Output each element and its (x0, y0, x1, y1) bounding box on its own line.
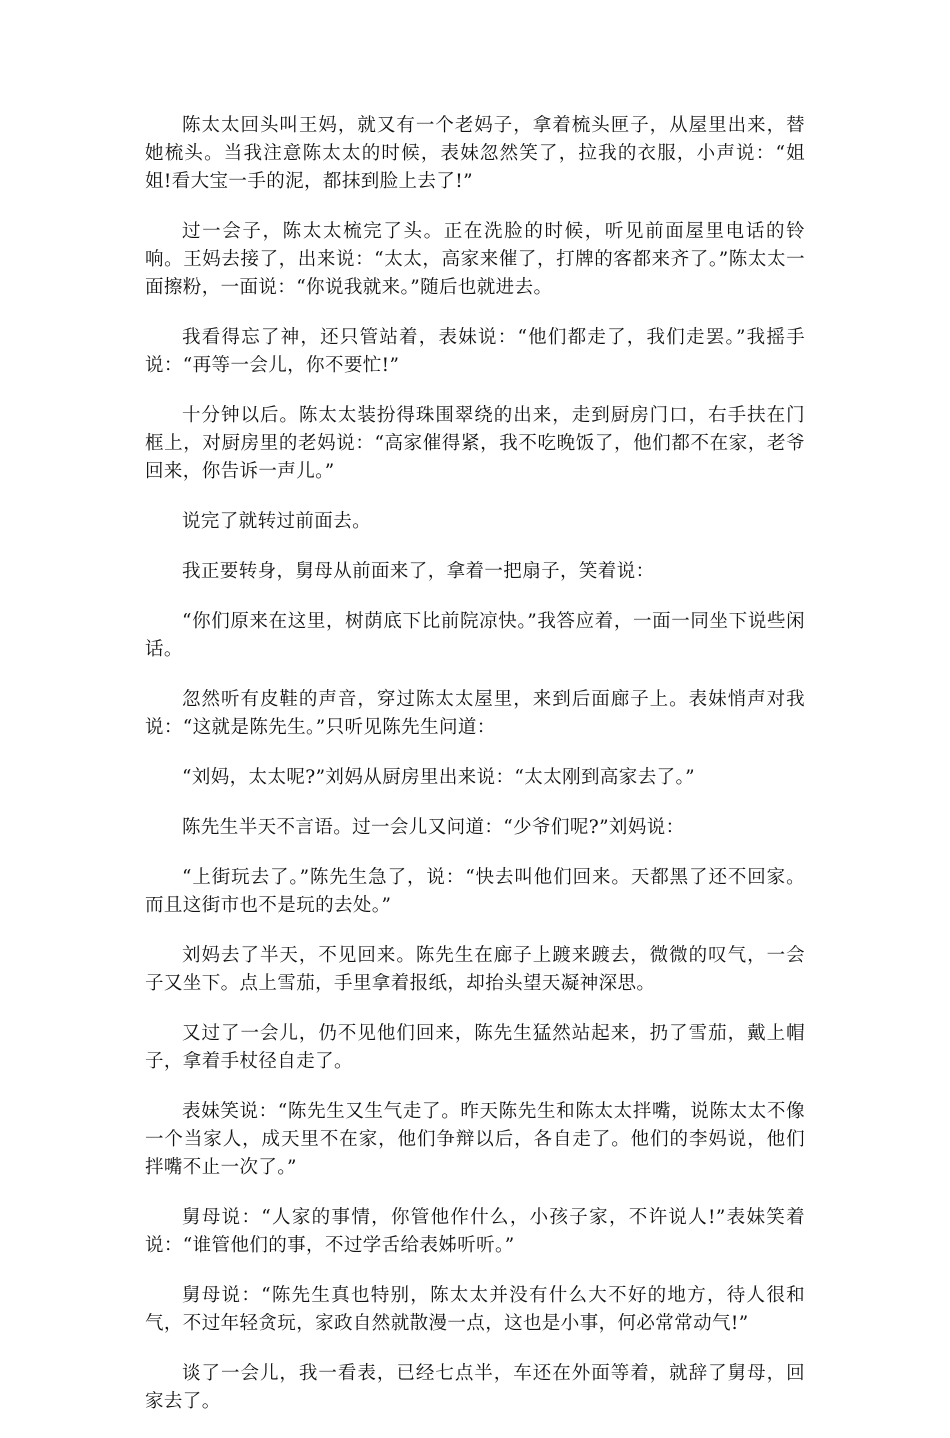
paragraph-8: 忽然听有皮鞋的声音，穿过陈太太屋里，来到后面廊子上。表妹悄声对我说：“这就是陈先生。”只听见陈先生问道： (145, 689, 805, 738)
paragraph-4: 十分钟以后。陈太太装扮得珠围翠绕的出来，走到厨房门口，右手扶在门框上，对厨房里的老妈说：“高家催得紧，我不吃晚饭了，他们都不在家，老爷回来，你告诉一声儿。” (145, 405, 805, 482)
paragraph-16: 舅母说：“陈先生真也特别，陈太太并没有什么大不好的地方，待人很和气，不过年轻贪玩，家政自然就散漫一点，这也是小事，何必常常动气!” (145, 1285, 805, 1334)
paragraph-11: “上街玩去了。”陈先生急了，说：“快去叫他们回来。天都黑了还不回家。而且这街市也不是玩的去处。” (145, 867, 805, 916)
paragraph-15: 舅母说：“人家的事情，你管他作什么，小孩子家，不许说人!”表妹笑着说：“谁管他们的事，不过学舌给表姊听听。” (145, 1207, 805, 1256)
paragraph-1: 陈太太回头叫王妈，就又有一个老妈子，拿着梳头匣子，从屋里出来，替她梳头。当我注意陈太太的时候，表妹忽然笑了，拉我的衣服，小声说：“姐姐!看大宝一手的泥，都抹到脸上去了!” (145, 115, 805, 192)
paragraph-13: 又过了一会儿，仍不见他们回来，陈先生猛然站起来，扔了雪茄，戴上帽子，拿着手杖径自走了。 (145, 1023, 805, 1072)
paragraph-3: 我看得忘了神，还只管站着，表妹说：“他们都走了，我们走罢。”我摇手说：“再等一会儿，你不要忙!” (145, 327, 805, 376)
paragraph-17: 谈了一会儿，我一看表，已经七点半，车还在外面等着，就辞了舅母，回家去了。 (145, 1363, 805, 1412)
paragraph-6: 我正要转身，舅母从前面来了，拿着一把扇子，笑着说： (182, 561, 655, 582)
paragraph-2: 过一会子，陈太太梳完了头。正在洗脸的时候，听见前面屋里电话的铃响。王妈去接了，出来说：“太太，高家来催了，打牌的客都来齐了。”陈太太一面擦粉，一面说：“你说我就来。”随后也就进去。 (145, 221, 805, 298)
paragraph-14: 表妹笑说：“陈先生又生气走了。昨天陈先生和陈太太拌嘴，说陈太太不像一个当家人，成天里不在家，他们争辩以后，各自走了。他们的李妈说，他们拌嘴不止一次了。” (145, 1101, 805, 1178)
paragraph-7: “你们原来在这里，树荫底下比前院凉快。”我答应着，一面一同坐下说些闲话。 (145, 611, 805, 660)
paragraph-5: 说完了就转过前面去。 (182, 511, 372, 532)
paragraph-12: 刘妈去了半天，不见回来。陈先生在廊子上踱来踱去，微微的叹气，一会子又坐下。点上雪茄，手里拿着报纸，却抬头望天凝神深思。 (145, 945, 805, 994)
paragraph-10: 陈先生半天不言语。过一会儿又问道：“少爷们呢?”刘妈说： (182, 817, 685, 838)
paragraph-9: “刘妈，太太呢?”刘妈从厨房里出来说：“太太刚到高家去了。” (182, 767, 696, 788)
body-text (145, 112, 805, 1438)
